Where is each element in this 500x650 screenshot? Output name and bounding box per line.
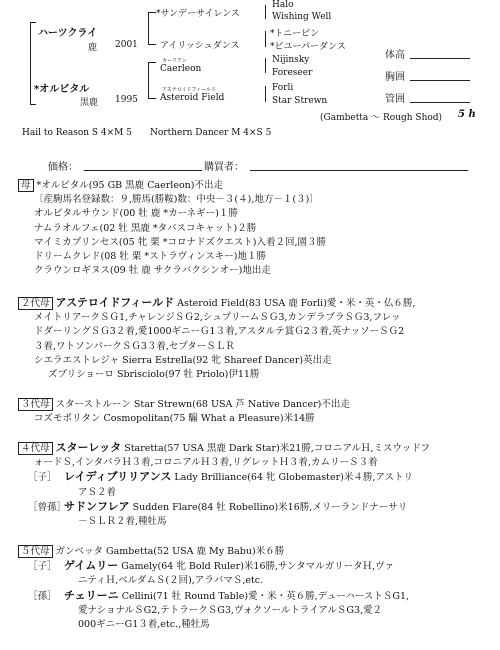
fourth-dam-name: スターレッタ [55,441,122,454]
sire-year: 2001 [115,40,138,50]
main-bracket [30,22,31,104]
record-line: ドダーリングＳＧ3２着,愛1000ギニーＧ1３着,アスタルテ賞Ｇ2３着,英ナッソーＳＧ2 [34,326,405,338]
relative-name: サドンフレア [64,499,130,513]
sire-name: ハーツクライ [38,28,98,39]
g4-horse: *ビユーパーダンス [270,42,346,52]
record-line: アＳ２着 [78,486,117,498]
fourth-dam-desc: Staretta(57 USA 黒鹿 Dark Star)米21勝,コロニアルＨ,ミスウッドフ [121,443,430,454]
g4-horse: Star Strewn [272,96,328,106]
record-line: ニティＨ,ベルダムＳ(２回),アラバマＳ,etc. [78,575,264,587]
chest-field[interactable] [410,68,470,81]
progeny-item: ズブリショーロ Sbrisciolo(97 牡 Priolo)伊11勝 [48,369,260,381]
relation-label: ［子］ [28,561,57,573]
fifth-dam-section [18,545,488,632]
inbreeding-2: Northern Dancer M 4×S 5 [150,128,272,138]
offspring-item: マイミカプリンセス(05 牝 栗 *コロナドズクエスト)入着２回,園３勝 [34,236,326,248]
sire-dam: アイリッシュダンス [160,41,240,51]
relation-label: ［子］ [28,472,57,484]
cannon-label: 管囲 [385,94,405,105]
bracket-tick [148,98,156,99]
progeny-item: シエラエストレジャ Sierra Estrella(92 牝 Shareef Dancer)英出走 [34,354,332,366]
g4-horse: Nijinsky [272,55,310,65]
cannon-field[interactable] [410,90,470,103]
price-field[interactable] [84,158,202,171]
relative-desc: Gamely(64 牝 Bold Ruler)米16勝,サンタマルガリータＨ,ヴァ [118,561,395,573]
section-label: ３代母 [18,398,53,411]
buyer-field[interactable] [250,158,468,171]
bracket-tick [148,12,156,13]
g3-bracket [265,86,266,102]
g4-horse: Foreseer [272,68,313,78]
offspring-item: オルビタルサウンド(00 牡 鹿 *カーネギー)１勝 [34,208,238,220]
relation-label: ［孫］ [28,590,57,602]
dam-bracket [148,62,149,98]
dam-title: *オルビタル(95 GB 黒鹿 Caerleon)不出走 [36,180,223,191]
bracket-tick [148,62,156,63]
g4-horse: Wishing Well [272,12,332,22]
second-dam-desc: Asteroid Field(83 USA 鹿 Forli)愛・米・英・仏６勝, [174,298,416,309]
section-label: ２代母 [18,297,53,310]
bracket-tick [148,44,156,45]
sire-bracket [148,12,149,44]
g3-bracket [265,31,266,47]
third-dam-section [18,398,488,426]
family-number: 5 h [458,109,476,120]
fourth-dam-section [18,441,488,529]
dam-dam-ruby: アステロイドフィールド [162,87,216,93]
section-label: ５代母 [18,545,53,558]
sire-color: 鹿 [88,43,98,53]
dam-color: 黒鹿 [80,98,99,108]
fifth-dam-title: ガンベッタ Gambetta(52 USA 鹿 My Babu)米６勝 [55,546,285,557]
dam-record: 〔産駒馬名登録数：９,勝馬(勝鞍)数：中央－３(４),地方－１(３)〕 [34,194,319,206]
second-dam-name: アステロイドフィールド [55,296,175,309]
family-line: (Gambetta ～ Rough Shod) [320,113,443,123]
relative-desc: Sudden Flare(84 牡 Robellino)米16勝,メリーランドナーサリ [129,501,408,513]
dam-year: 1995 [115,95,138,105]
g3-bracket [265,5,266,19]
inbreeding-1: Hail to Reason S 4×M 5 [22,128,132,138]
sire-sire: *サンデーサイレンス [156,9,240,19]
relative-name: チェリーニ [64,588,119,602]
relative-name: レイディブリリアンス [64,470,172,484]
third-dam-title: スターストルーン Star Strewn(68 USA 芦 Native Dancer)不出走 [55,399,350,410]
dam-sire-ruby: カーリアン [162,58,187,64]
record-line: 000ギニーG1３着,etc.,種牡馬 [78,619,210,631]
g4-horse: *トニービン [270,29,320,39]
offspring-item: ドリームクレド(08 牡 栗 *ストラヴィンスキー)地１勝 [34,251,266,263]
bracket-tick [30,22,36,23]
progeny-item: コズモポリタン Cosmopolitan(75 騸 What a Pleasure)米14勝 [34,413,315,425]
record-line: －ＳＬＲ２着,種牡馬 [78,516,167,528]
record-line: ３着,ワトソンパークＳＧ3３着,セプターＳＬＲ [34,340,235,352]
height-field[interactable] [410,46,470,59]
price-label: 価格： [48,162,78,173]
relative-desc: Lady Brilliance(64 牝 Globemaster)米４勝,アストリ [171,472,413,484]
relative-desc: Cellini(71 牡 Round Table)愛・米・英６勝,デューハーストＳG1, [118,590,410,602]
relation-label: ［曾孫］ [28,501,67,513]
record-line: ォードＳ,インタバラＨ３着,コロニアルＨ３着,リグレットＨ３着,カムリーＳ３着 [34,457,378,469]
record-line: メイトリアークＳＧ1,チャレンジＳＧ2,シュプリームＳＧ3,カンデラブラＳＧ3,フレッ [34,312,401,324]
bracket-tick [30,104,36,105]
dam-sire: Caerleon [160,64,202,74]
section-label: ４代母 [18,442,53,455]
height-label: 体高 [385,50,405,61]
offspring-item: クラウンロギヌス(09 牡 鹿 サクラバクシンオー)地出走 [34,265,271,277]
g3-bracket [265,58,266,73]
record-line: 愛ナショナルＳG2,テトラークＳG3,ヴォクソールトライアルＳG3,愛２ [78,604,383,616]
buyer-label: 購買者： [204,162,244,173]
section-label: 母 [18,179,34,192]
dam-section [18,179,488,278]
relative-name: ゲイムリー [64,559,119,573]
g4-horse: Halo [272,0,294,10]
second-dam-section [18,296,488,382]
offspring-item: ナムラオルフェ(02 牡 黒鹿 *タバスコキャット)２勝 [34,222,257,234]
chest-label: 胸囲 [385,72,405,83]
g4-horse: Forli [272,83,294,93]
dam-name: *オルビタル [34,84,90,95]
dam-dam: Asteroid Field [160,93,225,103]
